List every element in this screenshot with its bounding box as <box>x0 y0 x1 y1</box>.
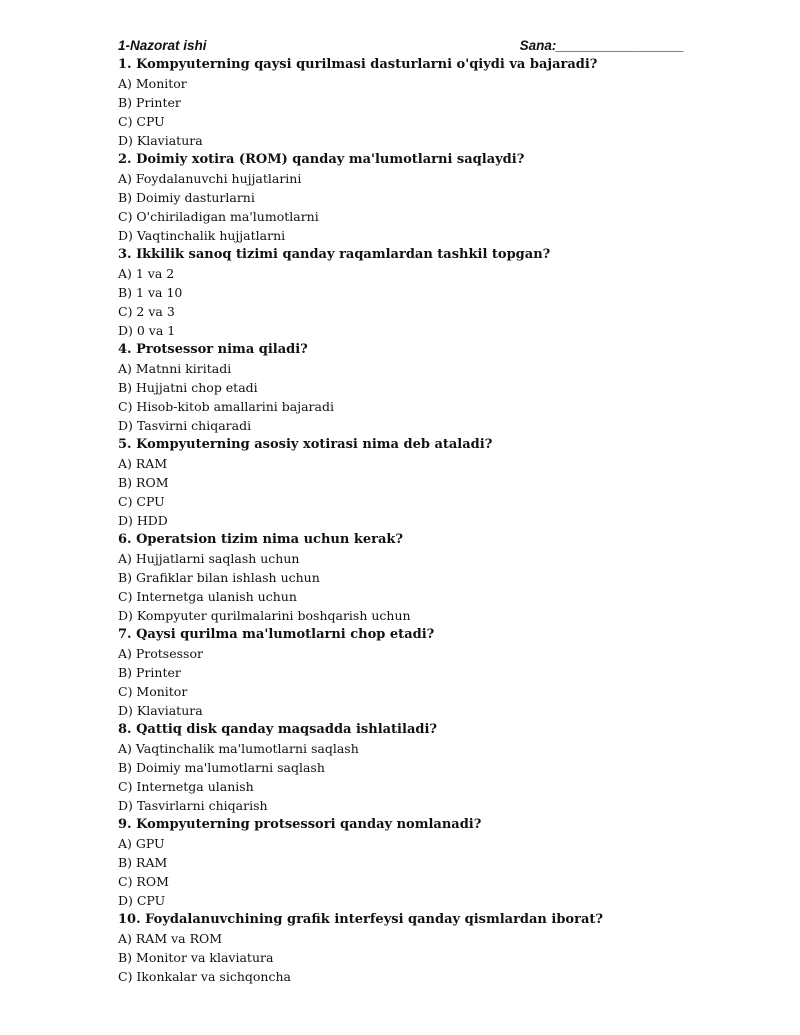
answer-option: A) Matnni kiritadi <box>118 361 232 376</box>
question-block <box>118 910 738 986</box>
answer-option: A) 1 va 2 <box>118 266 175 281</box>
answer-option: D) Kompyuter qurilmalarini boshqarish uchun <box>118 608 411 623</box>
question-text: 6. Operatsion tizim nima uchun kerak? <box>118 532 404 547</box>
question-block <box>118 340 738 435</box>
question-text: 5. Kompyuterning asosiy xotirasi nima deb ataladi? <box>118 437 493 452</box>
question-text: 4. Protsessor nima qiladi? <box>118 342 308 357</box>
answer-option: D) 0 va 1 <box>118 323 176 338</box>
answer-option: B) Monitor va klaviatura <box>118 950 274 965</box>
question-text: 10. Foydalanuvchining grafik interfeysi qanday qismlardan iborat? <box>118 912 603 927</box>
answer-option: C) Hisob-kitob amallarini bajaradi <box>118 399 334 414</box>
answer-option: B) RAM <box>118 855 168 870</box>
answer-option: B) Grafiklar bilan ishlash uchun <box>118 570 320 585</box>
answer-option: C) ROM <box>118 874 169 889</box>
answer-option: D) Tasvirni chiqaradi <box>118 418 252 433</box>
question-text: 3. Ikkilik sanoq tizimi qanday raqamlardan tashkil topgan? <box>118 247 551 262</box>
answer-option: D) Tasvirlarni chiqarish <box>118 798 268 813</box>
answer-option: C) Ikonkalar va sichqoncha <box>118 969 291 984</box>
question-text: 2. Doimiy xotira (ROM) qanday ma'lumotlarni saqlaydi? <box>118 152 525 167</box>
question-list <box>118 55 738 986</box>
answer-option: B) Hujjatni chop etadi <box>118 380 258 395</box>
date-field-label: Sana:_________________ <box>519 38 684 53</box>
answer-option: C) Internetga ulanish uchun <box>118 589 297 604</box>
answer-option: C) CPU <box>118 494 165 509</box>
answer-option: C) Internetga ulanish <box>118 779 254 794</box>
answer-option: D) Klaviatura <box>118 133 203 148</box>
question-block <box>118 625 738 720</box>
answer-option: A) Protsessor <box>118 646 203 661</box>
answer-option: B) 1 va 10 <box>118 285 183 300</box>
question-block <box>118 815 738 910</box>
question-block <box>118 245 738 340</box>
answer-option: A) GPU <box>118 836 165 851</box>
answer-option: A) Hujjatlarni saqlash uchun <box>118 551 300 566</box>
page-title: 1-Nazorat ishi <box>118 38 207 53</box>
answer-option: A) RAM va ROM <box>118 931 223 946</box>
document-header <box>118 36 684 55</box>
answer-option: D) Klaviatura <box>118 703 203 718</box>
question-block <box>118 530 738 625</box>
question-block <box>118 435 738 530</box>
answer-option: A) Vaqtinchalik ma'lumotlarni saqlash <box>118 741 359 756</box>
answer-option: A) Monitor <box>118 76 187 91</box>
answer-option: B) ROM <box>118 475 169 490</box>
question-text: 7. Qaysi qurilma ma'lumotlarni chop etadi? <box>118 627 435 642</box>
question-block <box>118 720 738 815</box>
answer-option: B) Printer <box>118 665 181 680</box>
question-text: 1. Kompyuterning qaysi qurilmasi dasturlarni o'qiydi va bajaradi? <box>118 57 598 72</box>
answer-option: A) Foydalanuvchi hujjatlarini <box>118 171 302 186</box>
question-block <box>118 55 738 150</box>
answer-option: B) Printer <box>118 95 181 110</box>
answer-option: D) CPU <box>118 893 166 908</box>
answer-option: C) CPU <box>118 114 165 129</box>
answer-option: B) Doimiy dasturlarni <box>118 190 255 205</box>
answer-option: B) Doimiy ma'lumotlarni saqlash <box>118 760 325 775</box>
answer-option: A) RAM <box>118 456 168 471</box>
answer-option: C) 2 va 3 <box>118 304 175 319</box>
answer-option: D) Vaqtinchalik hujjatlarni <box>118 228 286 243</box>
question-block <box>118 150 738 245</box>
question-text: 8. Qattiq disk qanday maqsadda ishlatiladi? <box>118 722 438 737</box>
answer-option: D) HDD <box>118 513 168 528</box>
answer-option: C) Monitor <box>118 684 188 699</box>
question-text: 9. Kompyuterning protsessori qanday nomlanadi? <box>118 817 482 832</box>
answer-option: C) O'chiriladigan ma'lumotlarni <box>118 209 319 224</box>
